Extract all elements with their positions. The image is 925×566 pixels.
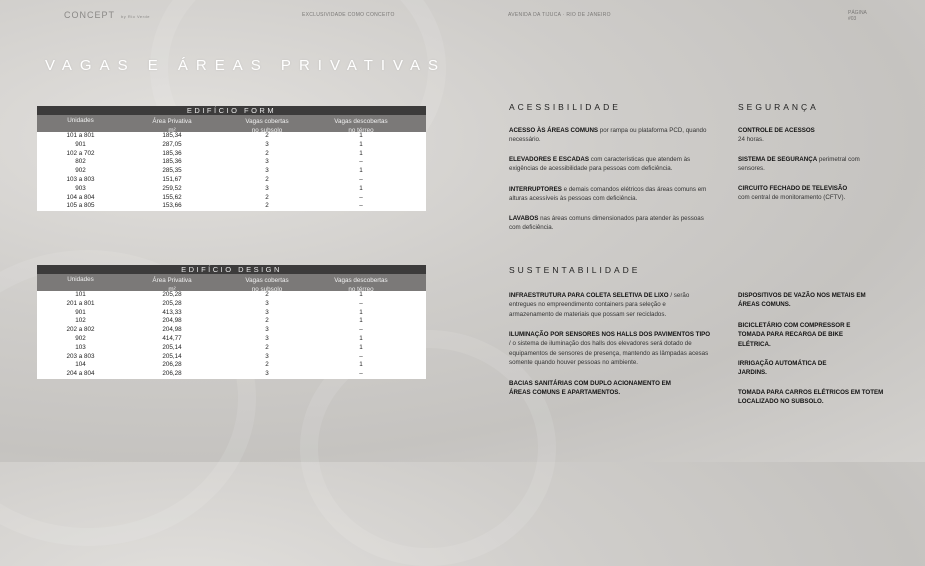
sustentabilidade-item: BICICLETÁRIO COM COMPRESSOR E TOMADA PARA RECARGA DE BIKE ELÉTRICA. (738, 322, 851, 348)
table-cell: 151,67 (162, 175, 182, 183)
table-cell: 104 a 804 (66, 193, 95, 201)
table-row (37, 176, 426, 185)
table-row (37, 335, 426, 344)
table-row (37, 167, 426, 176)
table-cell: 102 (75, 317, 86, 325)
location: AVENIDA DA TIJUCA · RIO DE JANEIRO (508, 12, 611, 18)
acessibilidade-item: LAVABOS nas áreas comuns dimensionados para atender às pessoas com deficiência. (509, 215, 704, 232)
table-cell: 205,14 (162, 343, 182, 351)
sustentabilidade-item: TOMADA PARA CARROS ELÉTRICOS EM TOTEM LOCALIZADO NO SUBSOLO. (738, 389, 884, 406)
table-cell: 1 (359, 140, 363, 148)
table-body (37, 132, 426, 211)
table-cell: – (359, 175, 363, 183)
table-cell: 205,28 (162, 299, 182, 307)
table-cell: 901 (75, 140, 86, 148)
table-cell: 155,62 (162, 193, 182, 201)
sustentabilidade-item: ILUMINAÇÃO POR SENSORES NOS HALLS DOS PAVIMENTOS TIPO / o sistema de iluminação dos halls dos elevadores será dotado de equipamentos de sensores de presença, mantendo as lâmpadas acesas somente quando houver pessoas no ambiente. (509, 331, 711, 367)
table-cell: 2 (265, 132, 269, 139)
table-cell: 204 a 804 (66, 370, 95, 378)
table-cell: 153,66 (162, 202, 182, 210)
table-row (37, 185, 426, 194)
table-row (37, 353, 426, 362)
table-header: Unidades Área Privativa m² Vagas cobertas no subsolo Vagas descobertas no térreo (37, 274, 426, 291)
table-cell: 1 (359, 343, 363, 351)
page-title: VAGAS E ÁREAS PRIVATIVAS (45, 57, 446, 74)
brand-logo: CONCEPT by Rio Verde (64, 10, 150, 20)
sustentabilidade-item: INFRAESTRUTURA PARA COLETA SELETIVA DE LIXO / serão entregues no empreendimento containers para seleção e armazenamento de materiais que possam ser reciclados. (509, 292, 690, 318)
table-cell: 3 (265, 352, 269, 360)
table-cell: – (359, 370, 363, 378)
table-cell: 903 (75, 184, 86, 192)
table-row (37, 300, 426, 309)
table-row (37, 291, 426, 300)
table-cell: 2 (265, 343, 269, 351)
table-cell: 1 (359, 334, 363, 342)
table-row (37, 326, 426, 335)
top-bar (0, 0, 925, 22)
seguranca-item: CIRCUITO FECHADO DE TELEVISÃO com central de monitoramento (CFTV). (738, 185, 848, 202)
table-cell: 802 (75, 158, 86, 166)
table-cell: 3 (265, 167, 269, 175)
sustentabilidade-item: IRRIGAÇÃO AUTOMÁTICA DE JARDINS. (738, 360, 827, 377)
table-cell: 206,28 (162, 370, 182, 378)
table-cell: 414,77 (162, 334, 182, 342)
table-row (37, 194, 426, 203)
table-row (37, 150, 426, 159)
table-cell: 3 (265, 334, 269, 342)
table-cell: 2 (265, 193, 269, 201)
table-cell: – (359, 202, 363, 210)
table-cell: 104 (75, 361, 86, 369)
table-cell: 185,36 (162, 158, 182, 166)
table-row (37, 309, 426, 318)
table-cell: 185,34 (162, 132, 182, 139)
sustentabilidade-heading: SUSTENTABILIDADE (509, 265, 641, 275)
seguranca-heading: SEGURANÇA (738, 102, 819, 112)
table-cell: 103 a 803 (66, 175, 95, 183)
table-header: Unidades Área Privativa m² Vagas cobertas no subsolo Vagas descobertas no térreo (37, 115, 426, 132)
acessibilidade-item: ACESSO ÀS ÁREAS COMUNS por rampa ou plataforma PCD, quando necessário. (509, 127, 707, 144)
seguranca-item: SISTEMA DE SEGURANÇA perimetral com sensores. (738, 156, 860, 173)
table-row (37, 141, 426, 150)
table-cell: 2 (265, 291, 269, 298)
table-cell: 105 a 805 (66, 202, 95, 210)
table-cell: 206,28 (162, 361, 182, 369)
table-cell: 1 (359, 184, 363, 192)
table-title: EDIFÍCIO FORM (37, 106, 426, 115)
table-cell: 1 (359, 361, 363, 369)
table-edificio-form (37, 106, 426, 211)
table-cell: 285,35 (162, 167, 182, 175)
table-row (37, 370, 426, 379)
table-cell: 413,33 (162, 308, 182, 316)
table-cell: 205,14 (162, 352, 182, 360)
table-cell: 2 (265, 149, 269, 157)
table-cell: 101 (75, 291, 86, 298)
table-body (37, 291, 426, 379)
table-cell: 1 (359, 317, 363, 325)
table-cell: – (359, 352, 363, 360)
table-cell: 901 (75, 308, 86, 316)
table-cell: – (359, 326, 363, 334)
seguranca-item: CONTROLE DE ACESSOS 24 horas. (738, 127, 815, 144)
table-cell: 204,98 (162, 317, 182, 325)
table-cell: 2 (265, 317, 269, 325)
table-cell: 3 (265, 308, 269, 316)
table-cell: 204,98 (162, 326, 182, 334)
table-cell: 3 (265, 140, 269, 148)
table-cell: 902 (75, 334, 86, 342)
table-cell: 2 (265, 175, 269, 183)
table-cell: 185,36 (162, 149, 182, 157)
acessibilidade-item: INTERRUPTORES e demais comandos elétricos das áreas comuns em alturas acessíveis às pessoas com deficiência. (509, 186, 707, 203)
table-cell: 1 (359, 167, 363, 175)
acessibilidade-item: ELEVADORES E ESCADAS com características que atendem às exigências de acessibilidade para pessoas com deficiência. (509, 156, 691, 173)
sustentabilidade-item: BACIAS SANITÁRIAS COM DUPLO ACIONAMENTO EM ÁREAS COMUNS E APARTAMENTOS. (509, 380, 671, 397)
acessibilidade-heading: ACESSIBILIDADE (509, 102, 621, 112)
table-cell: 1 (359, 149, 363, 157)
table-row (37, 344, 426, 353)
table-cell: 2 (265, 361, 269, 369)
table-edificio-design (37, 265, 426, 379)
table-cell: 201 a 801 (66, 299, 95, 307)
table-cell: 2 (265, 202, 269, 210)
sustentabilidade-item: DISPOSITIVOS DE VAZÃO NOS METAIS EM ÁREAS COMUNS. (738, 292, 866, 309)
table-cell: 259,52 (162, 184, 182, 192)
table-cell: 3 (265, 299, 269, 307)
table-cell: 287,05 (162, 140, 182, 148)
table-cell: 3 (265, 184, 269, 192)
table-cell: – (359, 299, 363, 307)
table-row (37, 202, 426, 211)
table-cell: – (359, 193, 363, 201)
table-cell: 1 (359, 308, 363, 316)
tagline: EXCLUSIVIDADE COMO CONCEITO (302, 12, 395, 18)
table-cell: 103 (75, 343, 86, 351)
table-cell: 101 a 801 (66, 132, 95, 139)
table-cell: 203 a 803 (66, 352, 95, 360)
table-row (37, 317, 426, 326)
page-indicator: PÁGINA #03 (848, 10, 867, 22)
table-cell: 1 (359, 291, 363, 298)
table-cell: – (359, 158, 363, 166)
table-row (37, 158, 426, 167)
table-title: EDIFÍCIO DESIGN (37, 265, 426, 274)
table-cell: 102 a 702 (66, 149, 95, 157)
table-cell: 902 (75, 167, 86, 175)
table-cell: 3 (265, 370, 269, 378)
table-row (37, 361, 426, 370)
table-cell: 3 (265, 158, 269, 166)
table-cell: 202 a 802 (66, 326, 95, 334)
table-cell: 205,28 (162, 291, 182, 298)
table-row (37, 132, 426, 141)
table-cell: 3 (265, 326, 269, 334)
table-cell: 1 (359, 132, 363, 139)
